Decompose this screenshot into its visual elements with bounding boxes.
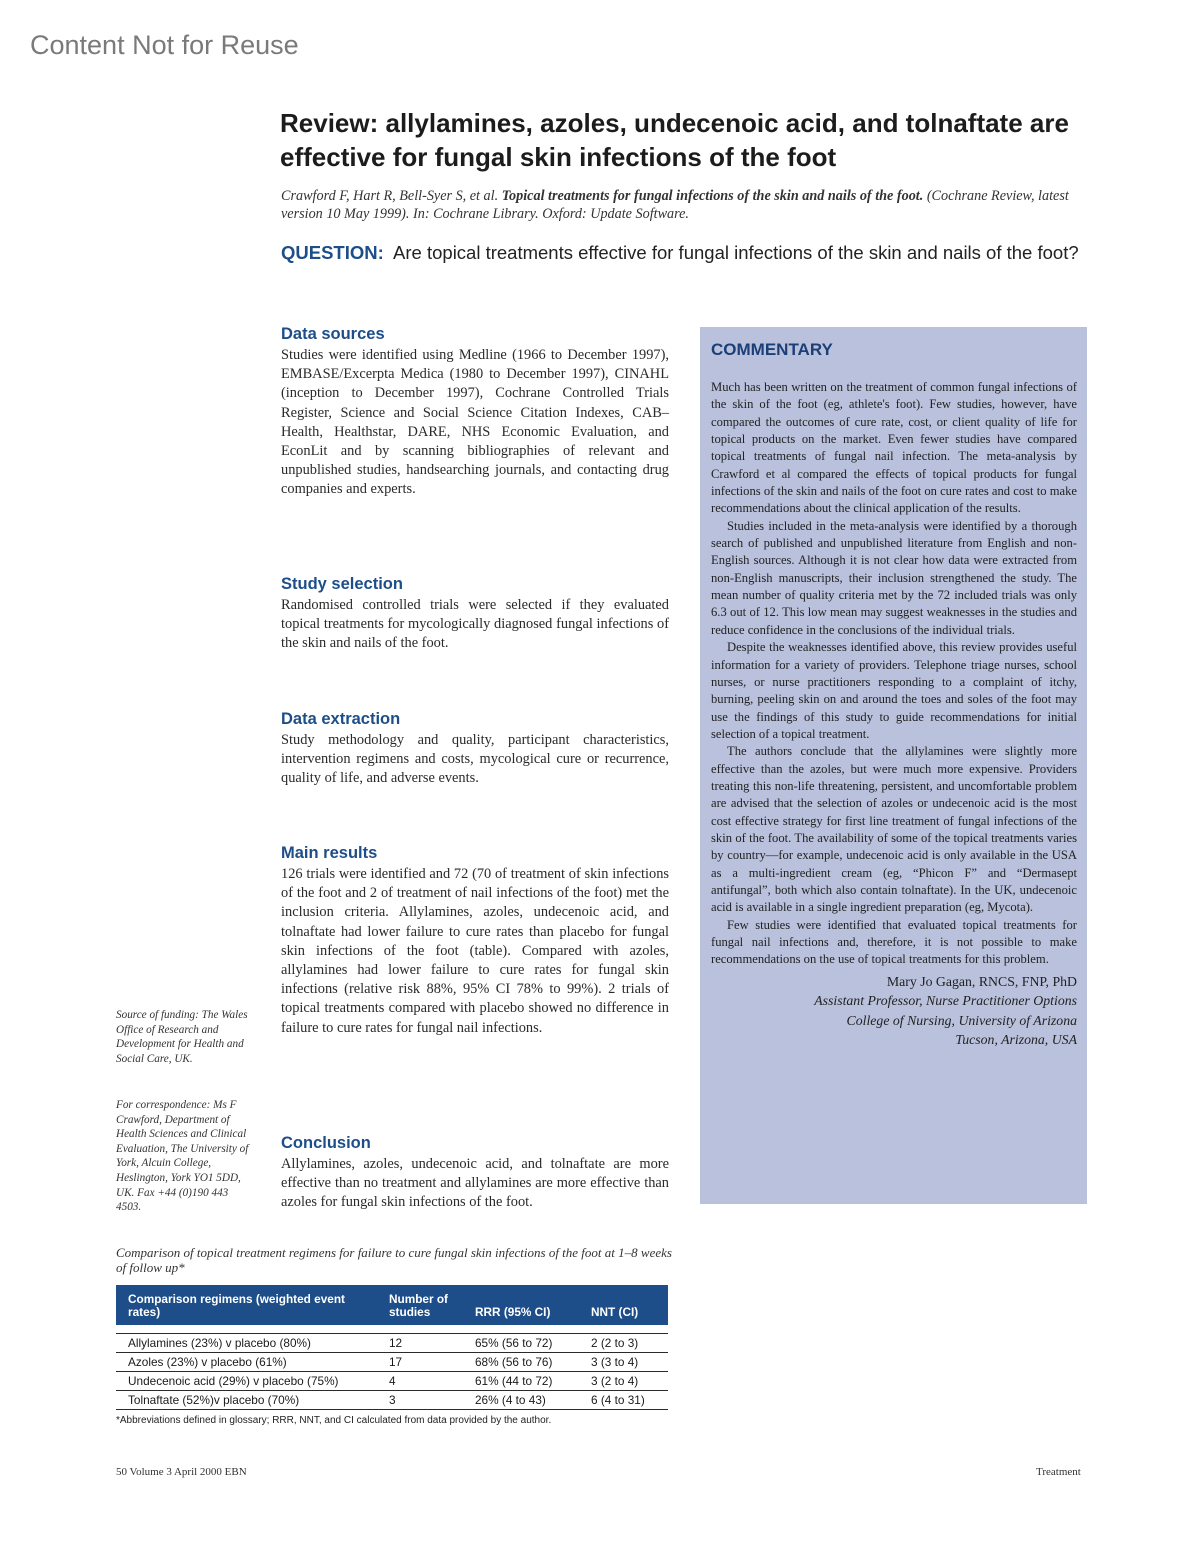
commentary-paragraph: The authors conclude that the allylamines were slightly more effective than the azoles, but were much more expensive. Providers treating this non-life threatening, persistent, and uncomfortable problem are advised that the selection of azoles or undecenoic acid is the most cost effective strategy for first line treatment of fungal infections of the skin of the foot. The availability of some of the topical treatments varies by country—for example, undecenoic acid is only available in the USA as a multi-ingredient cream (eg, “Phicon F” and “Dermasept antifungal”, both which also contain tolnaftate). In the UK, undecenoic acid is available in a single ingredient preparation (eg, Mycota).: [711, 744, 1077, 915]
cell-studies: 17: [377, 1353, 463, 1372]
section-heading: Data extraction: [281, 710, 401, 728]
cell-regimen: Allylamines (23%) v placebo (80%): [116, 1334, 377, 1353]
signature-institution: College of Nursing, University of Arizona: [846, 1012, 1077, 1028]
commentary-heading: COMMENTARY: [711, 340, 833, 359]
table-header-row: [116, 1285, 668, 1325]
cell-rrr: 61% (44 to 72): [463, 1372, 579, 1391]
citation-article: Topical treatments for fungal infections of the skin and nails of the foot.: [501, 188, 924, 204]
cell-rrr: 68% (56 to 76): [463, 1353, 579, 1372]
citation: [281, 187, 1081, 223]
funding-text: Source of funding: The Wales Office of Research and Development for Health and Social Care, UK.: [116, 1009, 248, 1065]
cell-rrr: 65% (56 to 72): [463, 1334, 579, 1353]
results-table: [116, 1285, 668, 1410]
section-heading: Conclusion: [281, 1134, 371, 1152]
article-title: Review: allylamines, azoles, undecenoic acid, and tolnaftate are effective for fungal skin infections of the foot: [280, 108, 1069, 172]
section-heading: Study selection: [281, 575, 403, 593]
cell-studies: 3: [377, 1391, 463, 1410]
section-text: Allylamines, azoles, undecenoic acid, and tolnaftate are more effective than no treatment and allylamines are more effective than azoles for fungal skin infections of the foot.: [281, 1156, 669, 1211]
cell-regimen: Undecenoic acid (29%) v placebo (75%): [116, 1372, 377, 1391]
commentary-signature: [711, 972, 1077, 1050]
header-studies: Number of studies: [377, 1285, 463, 1325]
correspondence-note: [116, 1098, 251, 1215]
cell-nnt: 3 (3 to 4): [579, 1353, 668, 1372]
commentary-paragraph: Despite the weaknesses identified above, this review provides useful information for a variety of providers. Telephone triage nurses, school nurses, or nurse practitioners responding to a complaint of itchy, burning, peeling skin on and around the toes and soles of the foot may use the findings of this study to guide recommendations for initial selection of a topical treatment.: [711, 640, 1077, 741]
citation-source: (Cochrane Review, latest version 10 May 1999). In: Cochrane Library. Oxford: Update Software.: [281, 188, 1069, 222]
cell-nnt: 6 (4 to 31): [579, 1391, 668, 1410]
commentary-paragraph: Studies included in the meta-analysis were identified by a thorough search of published and unpublished literature from English and non-English sources. Although it is not clear how data were extracted from non-English manuscripts, their inclusion strengthened the study. The mean number of quality criteria met by the 72 included trials was only 6.3 out of 12. This low mean may suggest weaknesses in the studies and reduce confidence in the conclusions of the individual trials.: [711, 518, 1077, 637]
cell-studies: 4: [377, 1372, 463, 1391]
watermark: Content Not for Reuse: [30, 30, 299, 60]
table-footnote: *Abbreviations defined in glossary; RRR, NNT, and CI calculated from data provided by the author.: [116, 1415, 552, 1426]
signature-name: Mary Jo Gagan, RNCS, FNP, PhD: [886, 973, 1077, 989]
section-heading: Data sources: [281, 325, 385, 343]
commentary-paragraph: Few studies were identified that evaluated topical treatments for fungal nail infections and, therefore, it is not possible to make recommendations on the use of topical treatments for this problem.: [711, 917, 1077, 967]
section-text: Studies were identified using Medline (1966 to December 1997), EMBASE/Excerpta Medica (1980 to December 1997), CINAHL (inception to December 1997), Cochrane Controlled Trials Register, Science and Social Science Citation Indexes, CAB–Health, Healthstar, DARE, NHS Economic Evaluation, and EconLit and by scanning bibliographies of relevant and unpublished studies, handsearching journals, and contacting drug companies and experts.: [281, 347, 669, 498]
section-study-selection: [281, 574, 669, 654]
correspondence-text: For correspondence: Ms F Crawford, Department of Health Sciences and Clinical Evaluation, The University of York, Alcuin College, Heslington, York YO1 5DD, UK. Fax +44 (0)190 443 4503.: [116, 1099, 249, 1214]
cell-regimen: Azoles (23%) v placebo (61%): [116, 1353, 377, 1372]
header-nnt: NNT (CI): [579, 1285, 668, 1325]
table-row: [116, 1353, 668, 1372]
section-text: Study methodology and quality, participant characteristics, intervention regimens and costs, mycological cure or recurrence, quality of life, and adverse events.: [281, 732, 669, 787]
funding-note: [116, 1008, 251, 1066]
table-row: [116, 1372, 668, 1391]
section-text: 126 trials were identified and 72 (70 of treatment of skin infections of the foot and 2 of treatment of nail infections of the foot) met the inclusion criteria. Allylamines, azoles, undecenoic acid, and tolnaftate had lower failure to cure rates than placebo for fungal skin infections of the foot (table). Compared with azoles, allylamines had lower failure to cure rates for fungal skin infections (relative risk 88%, 95% CI 78% to 99%). 2 trials of topical treatments compared with placebo showed no difference in failure to cure rates for fungal nail infections.: [281, 866, 669, 1036]
page-footer-right: Treatment: [1036, 1466, 1081, 1478]
section-conclusion: [281, 1133, 669, 1213]
section-text: Randomised controlled trials were selected if they evaluated topical treatments for mycologically diagnosed fungal infections of the skin and nails of the foot.: [281, 597, 669, 652]
table-caption: Comparison of topical treatment regimens for failure to cure fungal skin infections of the foot at 1–8 weeks of follow up*: [116, 1245, 672, 1275]
section-main-results: [281, 843, 669, 1038]
header-regimens: Comparison regimens (weighted event rates): [116, 1285, 377, 1325]
table-row: [116, 1391, 668, 1410]
table-spacer: [116, 1325, 668, 1334]
cell-nnt: 2 (2 to 3): [579, 1334, 668, 1353]
table-row: [116, 1334, 668, 1353]
signature-title: Assistant Professor, Nurse Practitioner Options: [814, 993, 1077, 1009]
commentary-paragraph: Much has been written on the treatment of common fungal infections of the skin of the foot (eg, athlete's foot). Few studies, however, have compared the outcomes of cure rate, cost, or client quality of life for topical products on the market. Even fewer studies have compared topical treatments of fungal nail infection. The meta-analysis by Crawford et al compared the effects of topical products for fungal infections of the skin and nails of the foot on cure rates and cost to make recommendations about the clinical application of the results.: [711, 380, 1077, 516]
header-rrr: RRR (95% CI): [463, 1285, 579, 1325]
cell-nnt: 3 (2 to 4): [579, 1372, 668, 1391]
question-text: Are topical treatments effective for fungal infections of the skin and nails of the foot?: [393, 242, 1079, 263]
question: [281, 241, 1091, 265]
section-data-extraction: [281, 709, 669, 789]
section-data-sources: [281, 324, 669, 500]
citation-authors: Crawford F, Hart R, Bell-Syer S, et al.: [281, 188, 499, 204]
cell-studies: 12: [377, 1334, 463, 1353]
commentary-box: [700, 327, 1087, 1204]
cell-regimen: Tolnaftate (52%)v placebo (70%): [116, 1391, 377, 1410]
question-label: QUESTION:: [281, 242, 384, 263]
signature-location: Tucson, Arizona, USA: [955, 1032, 1077, 1048]
section-heading: Main results: [281, 844, 378, 862]
page-footer-left: 50 Volume 3 April 2000 EBN: [116, 1466, 247, 1478]
cell-rrr: 26% (4 to 43): [463, 1391, 579, 1410]
